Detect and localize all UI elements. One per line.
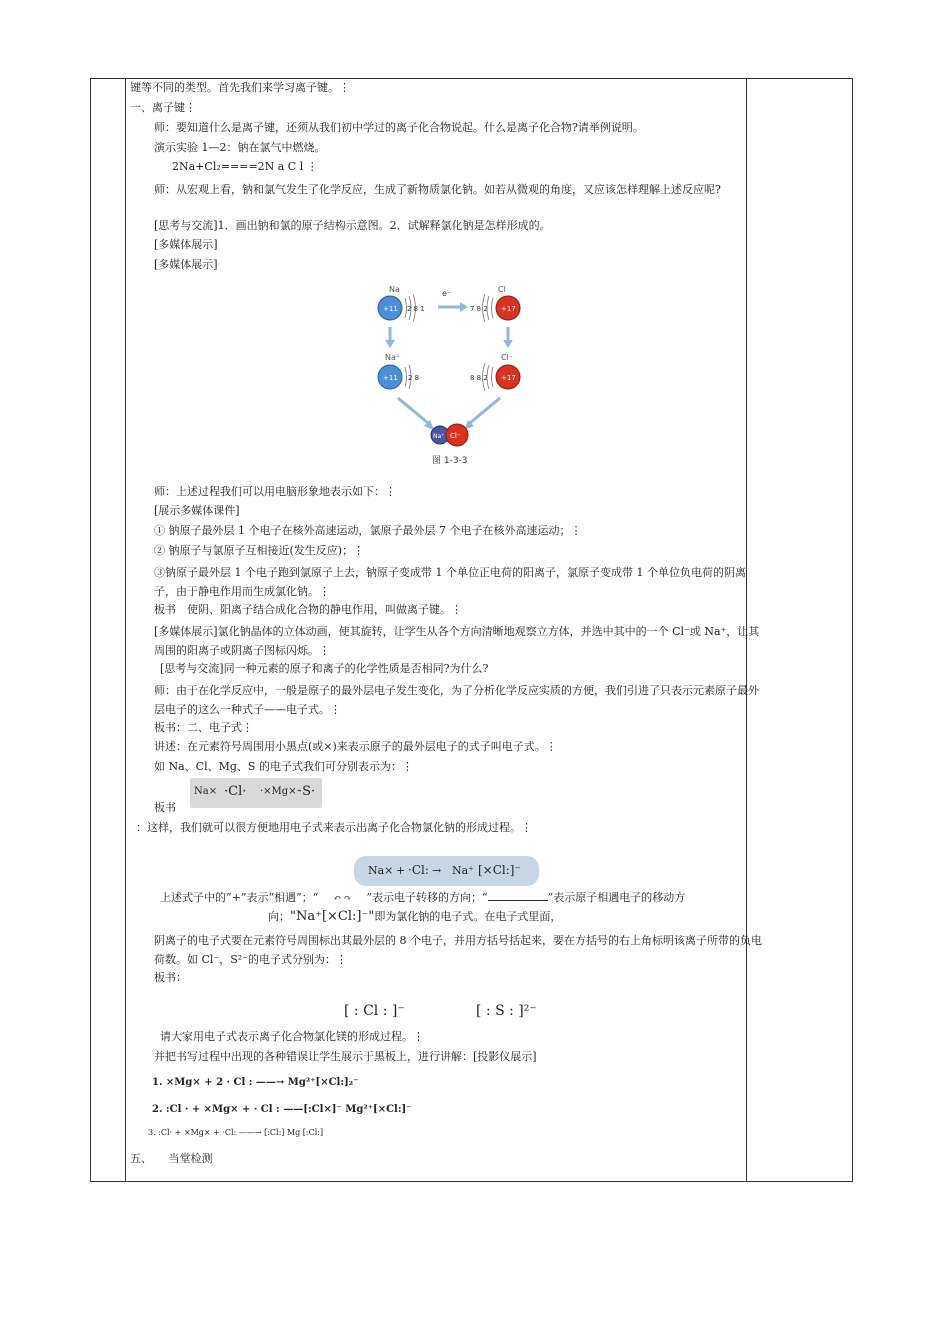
text-line: 如 Na、Cl、Mg、S 的电子式我们可分别表示为：⋮ bbox=[154, 760, 413, 773]
nacl-formation-figure bbox=[370, 280, 530, 480]
cl-ion-formula: [ : Cl : ]⁻ bbox=[344, 1003, 405, 1019]
cl-ion-shell-numbers: 8 8 2 bbox=[470, 374, 488, 382]
na-ion-label: Na⁺ bbox=[385, 353, 401, 362]
text-line: 并把书写过程中出现的各种错误让学生展示于黑板上，进行讲解：[投影仪展示] bbox=[154, 1050, 537, 1063]
mgcl2-error-3: 3. :Cl· + ×Mg× + ·Cl: ——→ [:Cl:] Mg [:Cl:] bbox=[148, 1128, 324, 1137]
text-line: 上述式子中的“+”表示“相遇”；“ ↶ ↷ ”表示电子转移的方向；“ ”表示原子相遇电子的移动方 bbox=[160, 891, 686, 904]
s-ion-formula: [ : S : ]²⁻ bbox=[476, 1003, 537, 1019]
table-left-divider bbox=[125, 78, 126, 1182]
formula-cl: ·Cl: bbox=[408, 863, 429, 877]
arrow-placeholder-icon bbox=[488, 894, 548, 901]
text-line: [思考与交流]同一种元素的原子和离子的化学性质是否相同?为什么? bbox=[160, 662, 489, 675]
na-formula: Na× bbox=[194, 786, 218, 797]
pair-na-label: Na⁺ bbox=[433, 433, 445, 440]
na-nucleus: +11 bbox=[383, 305, 398, 313]
formula-arrow: → bbox=[432, 864, 442, 877]
figure-caption: 图 1-3-3 bbox=[432, 456, 468, 466]
text-line: 师：上述过程我们可以用电脑形象地表示如下：⋮ bbox=[154, 485, 396, 498]
text-line: 师：要知道什么是离子键，还须从我们初中学过的离子化合物说起。什么是离子化合物?请举例说明。 bbox=[154, 121, 644, 134]
text-line: 讲述：在元素符号周围用小黑点(或×)来表示原子的最外层电子的式子叫电子式。⋮ bbox=[154, 740, 557, 753]
text-line: 板书 使阴、阳离子结合成化合物的静电作用，叫做离子键。⋮ bbox=[154, 603, 462, 616]
text-paragraph: ③钠原子最外层 1 个电子跑到氯原子上去，钠原子变成带 1 个单位正电荷的阳离子，氯原子变成带 1 个单位负电荷的阴离子，由于静电作用而生成氯化钠。⋮ bbox=[154, 566, 746, 598]
text-line: [多媒体展示] bbox=[154, 258, 218, 271]
text-line: ① 钠原子最外层 1 个电子在核外高速运动，氯原子最外层 7 个电子在核外高速运动；⋮ bbox=[154, 524, 582, 537]
nacl-formation-formula bbox=[354, 856, 539, 886]
equation: 2Na+Cl₂====2N a C l ⋮ bbox=[172, 160, 318, 173]
na-ion-nucleus: +11 bbox=[383, 374, 398, 382]
text-line: ② 钠原子与氯原子互相接近(发生反应)；⋮ bbox=[154, 544, 365, 557]
cl-nucleus: +17 bbox=[501, 305, 516, 313]
mgcl2-error-2: 2. :Cl · + ×Mg× + · Cl : ——[:Cl×]⁻ Mg²⁺[×Cl:]⁻ bbox=[152, 1104, 412, 1115]
mg-formula: ·×Mg×· bbox=[260, 786, 300, 797]
na-label: Na bbox=[389, 285, 400, 294]
section-heading: 五、 当堂检测 bbox=[130, 1152, 213, 1165]
pair-cl-label: Cl⁻ bbox=[450, 432, 461, 440]
text-paragraph: 阴离子的电子式要在元素符号周围标出其最外层的 8 个电子，并用方括号括起来，要在方括号的右上角标明该离子所带的负电荷数。如 Cl⁻，S²⁻的电子式分别为：⋮ bbox=[154, 934, 762, 966]
text-line: 键等不同的类型。首先我们来学习离子键。⋮ bbox=[130, 81, 350, 94]
text-line: [展示多媒体课件] bbox=[154, 504, 240, 517]
cl-ion-nucleus: +17 bbox=[501, 374, 516, 382]
s-formula: ·S· bbox=[298, 784, 316, 799]
formula-cl-ion: [×Cl:]⁻ bbox=[478, 863, 521, 877]
nacl-formula: "Na⁺[×Cl:]⁻" bbox=[290, 909, 375, 924]
text-line: 演示实验 1—2：钠在氯气中燃烧。 bbox=[154, 141, 326, 154]
mgcl2-error-1: 1. ×Mg× + 2 · Cl : ——→ Mg²⁺[×Cl:]₂⁻ bbox=[152, 1077, 359, 1088]
merge-arrow-icon bbox=[470, 398, 500, 423]
na-shell-numbers: 2 8 1 bbox=[407, 305, 425, 313]
cl-formula: ·Cl· bbox=[224, 784, 247, 799]
section-heading: 一、离子键⋮ bbox=[130, 101, 196, 114]
text-line: 向；"Na⁺[×Cl:]⁻"即为氯化钠的电子式。在电子式里面， bbox=[268, 909, 562, 924]
electron-dot-formulas bbox=[190, 778, 322, 808]
formula-na-ion: Na⁺ bbox=[452, 864, 474, 877]
text-paragraph: [多媒体展示]氯化钠晶体的立体动画，使其旋转，让学生从各个方向清晰地观察立方体，并选中其中的一个 Cl⁻或 Na⁺，让其周围的阳离子或阴离子图标闪烁。⋮ bbox=[154, 625, 760, 657]
formula-plus: + bbox=[396, 864, 406, 877]
text-line: 板书：二、电子式⋮ bbox=[154, 721, 253, 734]
curved-arrow-icon: ↶ ↷ bbox=[333, 894, 352, 904]
text-paragraph: 师：由于在化学反应中，一般是原子的最外层电子发生变化，为了分析化学反应实质的方便，我们引进了只表示元素原子最外层电子的这么一种式子——电子式。⋮ bbox=[154, 684, 759, 716]
electron-label: e⁻ bbox=[442, 289, 452, 298]
text-line: [多媒体展示] bbox=[154, 238, 218, 251]
text-paragraph: 师：从宏观上看，钠和氯气发生了化学反应，生成了新物质氯化钠。如若从微观的角度，又应该怎样理解上述反应呢? bbox=[154, 183, 721, 196]
text-line: ：这样，我们就可以很方便地用电子式来表示出离子化合物氯化钠的形成过程。⋮ bbox=[136, 821, 532, 834]
cl-shell-numbers: 7 8 2 bbox=[470, 305, 488, 313]
text-line: 请大家用电子式表示离子化合物氯化镁的形成过程。⋮ bbox=[160, 1030, 424, 1043]
cl-ion-label: Cl⁻ bbox=[501, 353, 514, 362]
text-line: 板书： bbox=[154, 971, 187, 984]
cl-label: Cl bbox=[498, 285, 506, 294]
merge-arrow-icon bbox=[398, 398, 428, 423]
text-line: 板书 bbox=[154, 801, 176, 814]
formula-na: Na× bbox=[368, 864, 394, 877]
text-line: [思考与交流]1．画出钠和氯的原子结构示意图。2．试解释氯化钠是怎样形成的。 bbox=[154, 219, 551, 232]
na-ion-shell-numbers: 2 8 bbox=[408, 374, 420, 382]
